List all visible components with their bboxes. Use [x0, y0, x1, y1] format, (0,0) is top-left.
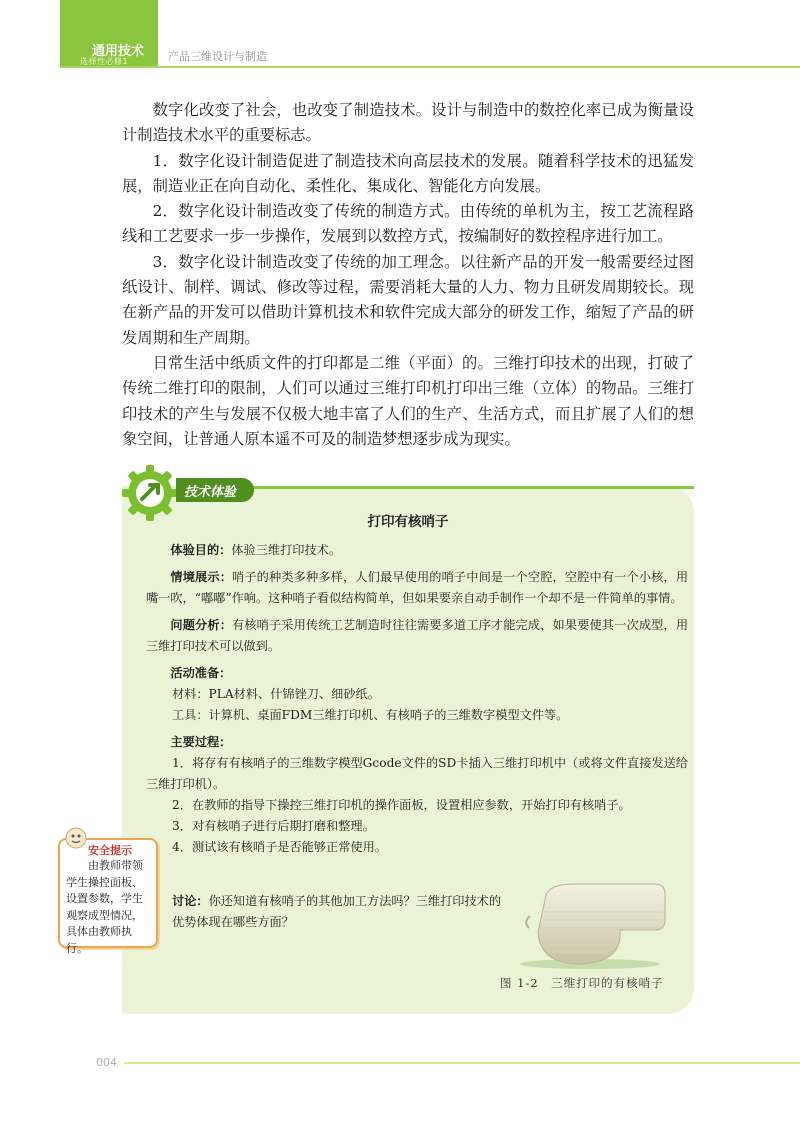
activity-purpose	[146, 540, 688, 561]
activity-rule	[240, 486, 694, 489]
main-text	[122, 98, 694, 452]
discussion	[172, 891, 502, 933]
activity-title: 打印有核哨子	[367, 514, 449, 530]
figure-caption: 图 1-2 三维打印的有核哨子	[500, 976, 664, 990]
activity-process	[146, 732, 688, 753]
safety-text	[66, 858, 152, 957]
discussion-label: 讨论：	[172, 894, 209, 908]
whistle-figure	[505, 872, 675, 972]
discussion-text: 你还知道有核哨子的其他加工方法吗？三维打印技术的优势体现在哪些方面？	[172, 894, 502, 929]
purpose-text: 体验三维打印技术。	[231, 543, 342, 557]
paragraph: 数字化改变了社会，也改变了制造技术。设计与制造中的数控化率已成为衡量设计制造技术水平的重要标志。	[122, 101, 694, 145]
materials: 材料：PLA材料、什锦锉刀、细砂纸。	[172, 687, 380, 701]
analysis-label: 问题分析：	[170, 618, 233, 632]
safety-title: 安全提示	[88, 844, 132, 857]
safety-line: 由教师带领学生操控面板、设置参数，学生观察成型情况，具体由教师执行。	[66, 859, 143, 955]
analysis-text: 有核哨子采用传统工艺制造时往往需要多道工序才能完成，如果要使其一次成型，用三维打印技术可以做到。	[146, 618, 689, 653]
header-rule	[60, 66, 800, 68]
process-step: 1．将存有有核哨子的三维数字模型Gcode文件的SD卡插入三维打印机中（或将文件直接发送给三维打印机）。	[146, 756, 688, 791]
purpose-label: 体验目的：	[170, 543, 232, 557]
process-step: 4．测试该有核哨子是否能够正常使用。	[172, 840, 387, 854]
activity-banner	[176, 478, 254, 502]
tools: 工具：计算机、桌面FDM三维打印机、有核哨子的三维数字模型文件等。	[172, 708, 569, 722]
process-step: 3．对有核哨子进行后期打磨和整理。	[172, 819, 375, 833]
safety-icon	[64, 826, 88, 850]
activity-prep	[146, 663, 688, 684]
page-number: 004	[96, 1056, 117, 1069]
prep-label: 活动准备：	[170, 666, 232, 680]
activity-banner-label: 技术体验	[184, 485, 237, 500]
book-title: 通用技术	[92, 44, 145, 59]
process-label: 主要过程：	[170, 735, 232, 749]
process-step: 2．在教师的指导下操控三维打印机的操作面板，设置相应参数，开始打印有核哨子。	[172, 798, 631, 812]
footer-rule	[124, 1062, 800, 1064]
activity-scenario	[146, 567, 688, 609]
paragraph: 1．数字化设计制造促进了制造技术向高层技术的发展。随着科学技术的迅猛发展，制造业正在向自动化、柔性化、集成化、智能化方向发展。	[122, 151, 694, 195]
paragraph: 日常生活中纸质文件的打印都是二维（平面）的。三维打印技术的出现，打破了传统二维打印的限制，人们可以通过三维打印机打印出三维（立体）的物品。三维打印技术的产生与发展不仅极大地丰富了人们的生产、生活方式，而且扩展了人们的想象空间，让普通人原本遥不可及的制造梦想逐步成为现实。	[122, 353, 694, 448]
activity-analysis	[146, 615, 688, 657]
activity-content	[146, 540, 688, 858]
book-subtitle: 选择性必修1	[80, 57, 129, 66]
scenario-text: 哨子的种类多种多样，人们最早使用的哨子中间是一个空腔，空腔中有一个小核，用嘴一吹，“嘟嘟”作响。这种哨子看似结构简单，但如果要亲自动手制作一个却不是一件简单的事情。	[146, 570, 689, 605]
paragraph: 3．数字化设计制造改变了传统的加工理念。以往新产品的开发一般需要经过图纸设计、制样、调试、修改等过程，需要消耗大量的人力、物力且研发周期较长。现在新产品的开发可以借助计算机技术和软件完成大部分的研发工作，缩短了产品的研发周期和生产周期。	[122, 252, 694, 347]
chapter-title: 产品三维设计与制造	[168, 50, 267, 63]
scenario-label: 情境展示：	[170, 570, 233, 584]
paragraph: 2．数字化设计制造改变了传统的制造方式。由传统的单机为主，按工艺流程路线和工艺要求一步一步操作，发展到以数控方式，按编制好的数控程序进行加工。	[122, 202, 694, 246]
